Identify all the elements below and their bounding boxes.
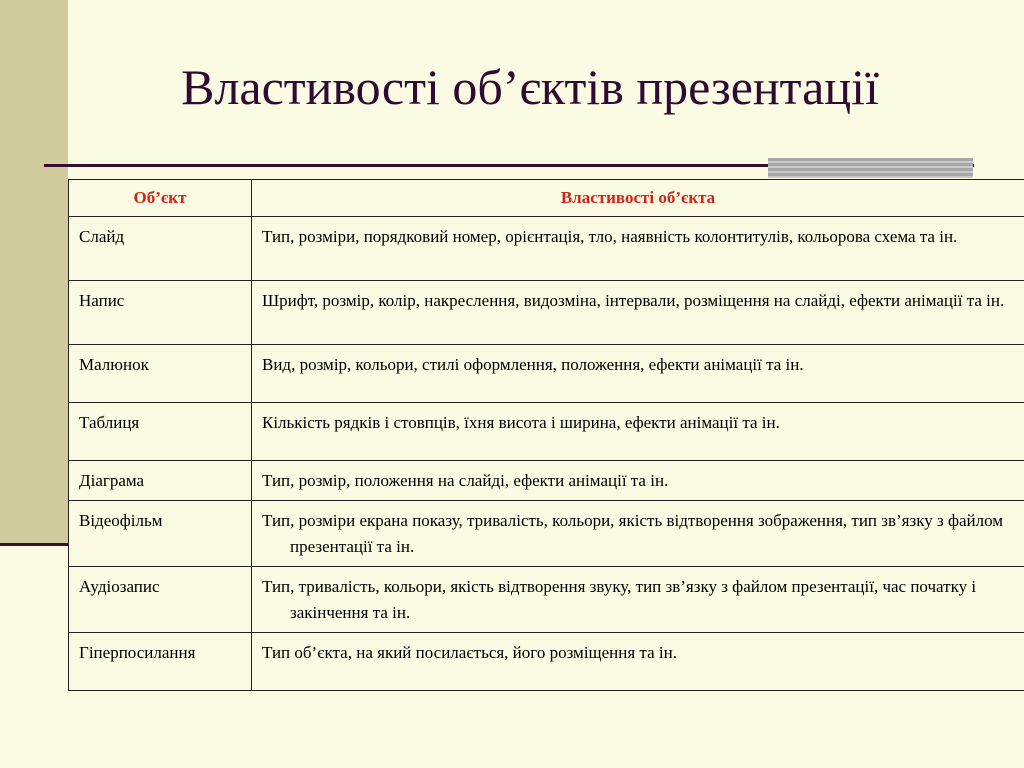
table-header-row [69,180,1024,217]
properties-table [68,179,1024,691]
properties-cell: Тип, розмір, положення на слайді, ефекти анімації та ін. [252,461,1024,501]
header-properties: Властивості об’єкта [252,180,1024,217]
table-row [69,345,1024,403]
table-row [69,403,1024,461]
table-row [69,217,1024,281]
object-cell: Слайд [69,217,252,281]
table-row [69,567,1024,633]
object-cell: Відеофільм [69,501,252,567]
table-row [69,281,1024,345]
object-cell: Малюнок [69,345,252,403]
properties-cell: Вид, розмір, кольори, стилі оформлення, положення, ефекти анімації та ін. [252,345,1024,403]
properties-cell: Тип, тривалість, кольори, якість відтворення звуку, тип зв’язку з файлом презентації, час початку і закінчення та ін. [252,567,1024,633]
side-rule-decoration [0,543,68,546]
header-object: Об’єкт [69,180,252,217]
properties-cell: Шрифт, розмір, колір, накреслення, видозміна, інтервали, розміщення на слайді, ефекти анімації та ін. [252,281,1024,345]
properties-cell: Кількість рядків і стовпців, їхня висота і ширина, ефекти анімації та ін. [252,403,1024,461]
table-row [69,461,1024,501]
table-row [69,501,1024,567]
object-cell: Діаграма [69,461,252,501]
object-cell: Таблиця [69,403,252,461]
object-cell: Аудіозапис [69,567,252,633]
object-cell: Гіперпосилання [69,633,252,691]
properties-cell: Тип, розміри, порядковий номер, орієнтація, тло, наявність колонтитулів, кольорова схема та ін. [252,217,1024,281]
table-row [69,633,1024,691]
title-accent-bar [768,158,973,178]
properties-cell: Тип об’єкта, на який посилається, його розміщення та ін. [252,633,1024,691]
slide-title: Властивості об’єктів презентації [181,59,879,115]
properties-cell: Тип, розміри екрана показу, тривалість, кольори, якість відтворення зображення, тип зв’язку з файлом презентації та ін. [252,501,1024,567]
object-cell: Напис [69,281,252,345]
